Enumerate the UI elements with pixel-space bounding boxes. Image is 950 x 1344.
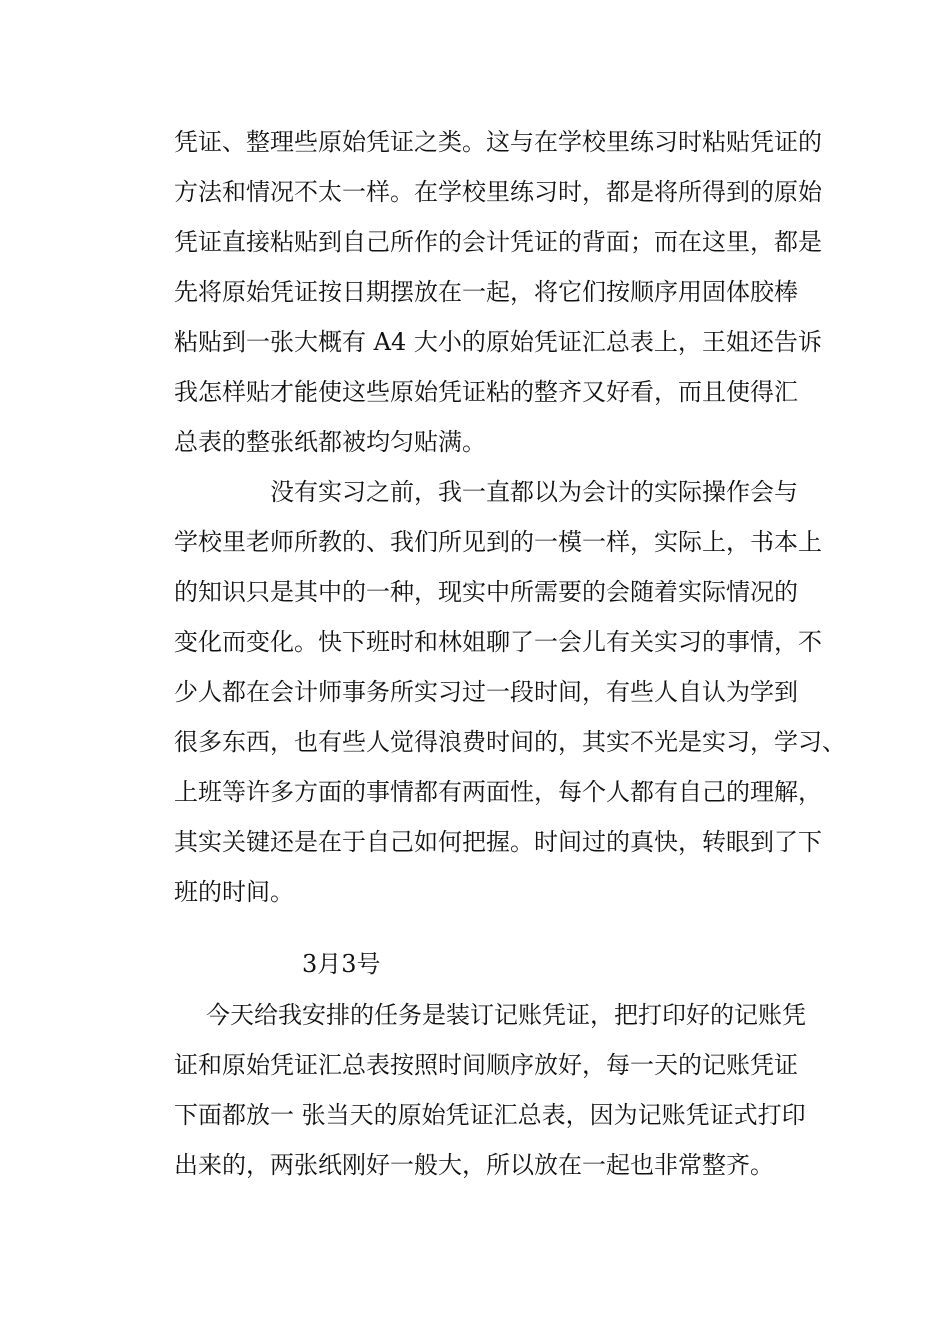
paragraph-1-line-1: 凭证、整理些原始凭证之类。这与在学校里练习时粘贴凭证的 bbox=[174, 128, 822, 156]
paragraph-3-line-1: 今天给我安排的任务是装订记账凭证，把打印好的记账凭 bbox=[206, 1001, 806, 1029]
paragraph-1-line-2: 方法和情况不太一样。在学校里练习时，都是将所得到的原始 bbox=[174, 178, 822, 206]
paragraph-1-line-5: 粘贴到一张大概有 A4 大小的原始凭证汇总表上，王姐还告诉 bbox=[174, 328, 822, 356]
paragraph-2-line-3: 的知识只是其中的一种，现实中所需要的会随着实际情况的 bbox=[174, 578, 798, 606]
paragraph-3-line-2: 证和原始凭证汇总表按照时间顺序放好，每一天的记账凭证 bbox=[174, 1051, 798, 1079]
paragraph-2-line-8: 其实关键还是在于自己如何把握。时间过的真快，转眼到了下 bbox=[174, 828, 822, 856]
paragraph-3-line-4: 出来的，两张纸刚好一般大，所以放在一起也非常整齐。 bbox=[174, 1151, 774, 1179]
paragraph-1-line-4: 先将原始凭证按日期摆放在一起，将它们按顺序用固体胶棒 bbox=[174, 278, 798, 306]
paragraph-1-line-3: 凭证直接粘贴到自己所作的会计凭证的背面；而在这里，都是 bbox=[174, 228, 822, 256]
paragraph-2-line-5: 少人都在会计师事务所实习过一段时间，有些人自认为学到 bbox=[174, 678, 798, 706]
paragraph-1-line-6: 我怎样贴才能使这些原始凭证粘的整齐又好看，而且使得汇 bbox=[174, 378, 798, 406]
paragraph-3-line-3: 下面都放一 张当天的原始凭证汇总表，因为记账凭证式打印 bbox=[174, 1101, 806, 1129]
paragraph-2-line-4: 变化而变化。快下班时和林姐聊了一会儿有关实习的事情，不 bbox=[174, 628, 822, 656]
date-heading: 3月3号 bbox=[302, 950, 381, 978]
paragraph-1-line-7: 总表的整张纸都被均匀贴满。 bbox=[174, 428, 486, 456]
paragraph-2-line-7: 上班等许多方面的事情都有两面性，每个人都有自己的理解， bbox=[174, 778, 822, 806]
paragraph-2-line-2: 学校里老师所教的、我们所见到的一模一样，实际上，书本上 bbox=[174, 528, 822, 556]
paragraph-2-line-9: 班的时间。 bbox=[174, 878, 294, 906]
paragraph-2-line-6: 很多东西，也有些人觉得浪费时间的，其实不光是实习，学习、 bbox=[174, 728, 846, 756]
paragraph-2-line-1: 没有实习之前，我一直都以为会计的实际操作会与 bbox=[270, 478, 798, 506]
